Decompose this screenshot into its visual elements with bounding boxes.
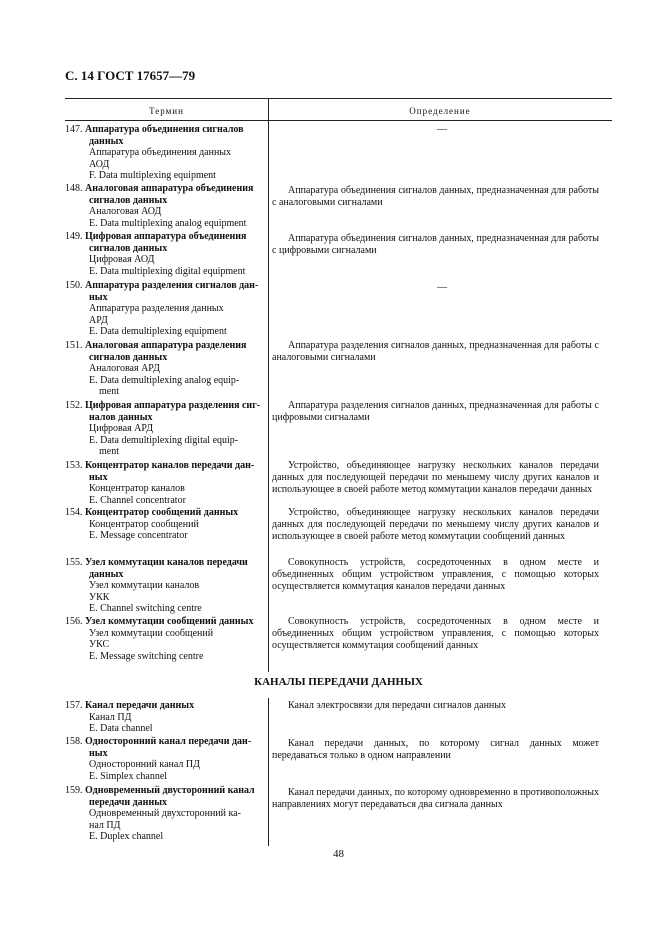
definition-text: Канал электросвязи для передачи сигналов данных	[288, 700, 506, 711]
column-header-term: Термин	[149, 106, 184, 116]
term-entry: 151. Аналоговая аппаратура разделения сигналов данных Аналоговая АРД E. Data demultiplexing analog equip- ment	[65, 340, 247, 397]
definition-text: Устройство, объединяющее нагрузку нескольких каналов передачи данных для последующей передачи по меньшему числу других каналов и использующее в своей работе метод коммутации каналов передачи данных	[272, 460, 599, 495]
term-entry: 153. Концентратор каналов передачи дан- ных Концентратор каналов E. Channel concentrator	[65, 460, 255, 506]
column-divider-lower	[268, 698, 269, 846]
definition-text: Устройство, объединяющее нагрузку нескольких каналов передачи данных для последующей передачи по меньшему числу других каналов и использующее в своей работе метод коммутации сообщений данных	[272, 507, 599, 542]
table-top-rule	[65, 98, 612, 99]
term-entry: 159. Одновременный двусторонний канал передачи данных Одновременный двухсторонний ка- нал ПД E. Duplex channel	[65, 785, 255, 842]
term-entry: 147. Аппаратура объединения сигналов данных Аппаратура объединения данных АОД F. Data multiplexing equipment	[65, 124, 244, 181]
definition-text: Совокупность устройств, сосредоточенных в одном месте и объединенных общим устройством управления, с помощью которых осуществляется коммутация сообщений данных	[272, 616, 599, 651]
definition-dash: —	[437, 282, 447, 293]
definition-text: Аппаратура разделения сигналов данных, предназначенная для работы с цифровыми сигналами	[272, 400, 599, 423]
term-entry: 154. Концентратор сообщений данных Концентратор сообщений E. Message concentrator	[65, 507, 239, 541]
column-divider-header	[268, 98, 269, 120]
definition-text: Совокупность устройств, сосредоточенных в одном месте и объединенных общим устройством управления, с помощью которых осуществляется коммутация каналов передачи данных	[272, 557, 599, 592]
definition-text: Канал передачи данных, по которому одновременно в противоположных направлениях могут передаваться два сигнала данных	[272, 787, 599, 810]
term-entry: 152. Цифровая аппаратура разделения сиг- налов данных Цифровая АРД E. Data demultiplexing digital equip- ment	[65, 400, 261, 457]
column-header-definition: Определение	[409, 106, 471, 116]
term-entry: 150. Аппаратура разделения сигналов дан- ных Аппаратура разделения данных АРД E. Data demultiplexing equipment	[65, 280, 259, 337]
term-entry: 155. Узел коммутации каналов передачи данных Узел коммутации каналов УКК E. Channel switching centre	[65, 557, 248, 614]
definition-text: Аппаратура объединения сигналов данных, предназначенная для работы с цифровыми сигналами	[272, 233, 599, 256]
definition-text: Аппаратура разделения сигналов данных, предназначенная для работы с аналоговыми сигналами	[272, 340, 599, 363]
page-number: 48	[333, 848, 344, 860]
page-header: С. 14 ГОСТ 17657—79	[65, 68, 196, 83]
section-title: КАНАЛЫ ПЕРЕДАЧИ ДАННЫХ	[254, 676, 423, 688]
term-entry: 158. Односторонний канал передачи дан- ных Односторонний канал ПД E. Simplex channel	[65, 736, 252, 782]
term-entry: 156. Узел коммутации сообщений данных Узел коммутации сообщений УКС E. Message switching centre	[65, 616, 254, 662]
definition-text: Канал передачи данных, по которому сигнал данных может передаваться только в одном направлении	[272, 738, 599, 761]
definition-text: Аппаратура объединения сигналов данных, предназначенная для работы с аналоговыми сигналами	[272, 185, 599, 208]
term-entry: 157. Канал передачи данных Канал ПД E. Data channel	[65, 700, 195, 734]
term-entry: 149. Цифровая аппаратура объединения сигналов данных Цифровая АОД E. Data multiplexing digital equipment	[65, 231, 247, 277]
column-divider-upper	[268, 120, 269, 672]
table-header-rule	[65, 120, 612, 121]
term-entry: 148. Аналоговая аппаратура объединения сигналов данных Аналоговая АОД E. Data multiplexing analog equipment	[65, 183, 254, 229]
definition-dash: —	[437, 124, 447, 135]
